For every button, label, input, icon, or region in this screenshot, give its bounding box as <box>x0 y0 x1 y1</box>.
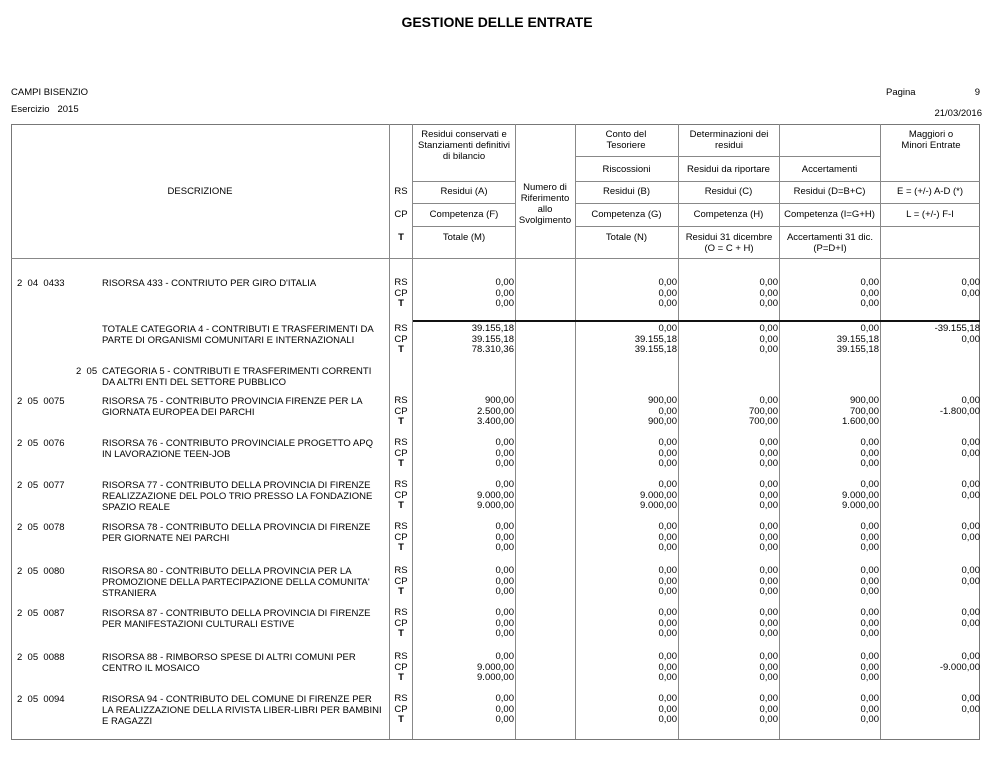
row-type-cp: CP <box>394 703 408 715</box>
row-type-cp: CP <box>394 531 408 543</box>
row-code: 2 04 0433 <box>17 278 65 289</box>
cell-e-cp: 0,00 <box>961 703 980 715</box>
cell-b-cp: 0,00 <box>658 287 677 299</box>
row-description: RISORSA 77 - CONTRIBUTO DELLA PROVINCIA DI FIRENZE REALIZZAZIONE DEL POLO TRIO PRESSO LA FONDAZIONE SPAZIO REALE <box>102 480 373 513</box>
cell-a-rs: 0,00 <box>495 565 514 576</box>
col-header-residui-31-dicembre: Residui 31 dicembre (O = C + H) <box>685 232 773 254</box>
cell-d-t: 0,00 <box>860 672 879 683</box>
cell-e-cp: -9.000,00 <box>939 661 980 673</box>
cell-a-rs: 0,00 <box>495 479 514 490</box>
cell-a-cp: 0,00 <box>495 703 514 715</box>
row-type-rs: RS <box>394 693 408 704</box>
row-description: RISORSA 433 - CONTRIUTO PER GIRO D'ITALIA <box>102 278 317 289</box>
cell-a-cp: 2.500,00 <box>477 405 514 417</box>
grid-line <box>575 226 980 227</box>
cell-b-t: 900,00 <box>647 416 677 427</box>
cell-c-t: 0,00 <box>759 714 778 725</box>
cell-b-rs: 900,00 <box>647 395 677 406</box>
cell-b-t: 0,00 <box>658 542 677 553</box>
cell-b-t: 0,00 <box>658 672 677 683</box>
cell-a-t: 0,00 <box>495 714 514 725</box>
row-type-rs: RS <box>394 651 408 662</box>
cell-a-t: 0,00 <box>495 298 514 309</box>
cell-c-t: 0,00 <box>759 628 778 639</box>
row-type-t: T <box>398 298 404 309</box>
cell-c-cp: 0,00 <box>759 617 778 629</box>
row-type-t: T <box>398 458 404 469</box>
esercizio-label: Esercizio <box>11 104 50 115</box>
row-type-cp: CP <box>394 661 408 673</box>
cell-d-rs: 0,00 <box>860 521 879 532</box>
col-header-residui-c: Residui (C) <box>704 186 753 197</box>
pagina-number: 9 <box>974 87 980 98</box>
cell-d-t: 0,00 <box>860 542 879 553</box>
cell-a-rs: 0,00 <box>495 521 514 532</box>
col-header-residui-b: Residui (B) <box>603 186 650 197</box>
cell-e-rs: 0,00 <box>961 521 980 532</box>
cell-d-rs: 900,00 <box>849 395 879 406</box>
cell-e-cp: -1.800,00 <box>939 405 980 417</box>
cell-d-cp: 39.155,18 <box>836 333 879 345</box>
cell-a-rs: 0,00 <box>495 651 514 662</box>
cell-e-cp: 0,00 <box>961 531 980 543</box>
row-type-rs: RS <box>394 607 408 618</box>
cell-a-t: 3.400,00 <box>477 416 514 427</box>
cell-d-cp: 0,00 <box>860 703 879 715</box>
col-header-totale-m: Totale (M) <box>442 232 486 243</box>
cell-e-cp: 0,00 <box>961 575 980 587</box>
cell-c-cp: 0,00 <box>759 703 778 715</box>
row-description: RISORSA 88 - RIMBORSO SPESE DI ALTRI COMUNI PER CENTRO IL MOSAICO <box>102 652 356 674</box>
row-code: 2 05 0088 <box>17 652 65 663</box>
row-label-cp: CP <box>394 209 408 220</box>
cell-c-rs: 0,00 <box>759 693 778 704</box>
cell-c-cp: 700,00 <box>748 405 778 417</box>
row-type-t: T <box>398 416 404 427</box>
cell-c-t: 0,00 <box>759 500 778 511</box>
cell-d-t: 1.600,00 <box>842 416 879 427</box>
cell-b-cp: 0,00 <box>658 405 677 417</box>
cell-a-rs: 0,00 <box>495 437 514 448</box>
col-header-residui-da-riportare: Residui da riportare <box>687 164 770 175</box>
row-description: TOTALE CATEGORIA 4 - CONTRIBUTI E TRASFERIMENTI DA PARTE DI ORGANISMI COMUNITARI E INTERNAZIONALI <box>102 324 374 346</box>
cell-b-t: 0,00 <box>658 714 677 725</box>
grid-line <box>11 258 980 259</box>
row-type-t: T <box>398 714 404 725</box>
cell-b-t: 0,00 <box>658 628 677 639</box>
cell-e-cp: 0,00 <box>961 489 980 501</box>
cell-b-rs: 0,00 <box>658 565 677 576</box>
cell-b-cp: 0,00 <box>658 703 677 715</box>
esercizio <box>11 104 79 115</box>
row-code: 2 05 0080 <box>17 566 65 577</box>
col-header-determinazioni-residui: Determinazioni dei residui <box>689 129 769 151</box>
cell-e-rs: 0,00 <box>961 607 980 618</box>
cell-e-rs: -39.155,18 <box>934 323 980 334</box>
cell-d-t: 0,00 <box>860 458 879 469</box>
ente-name: CAMPI BISENZIO <box>11 87 89 98</box>
row-code: 2 05 0076 <box>17 438 65 449</box>
col-header-riscossioni: Riscossioni <box>602 164 651 175</box>
cell-b-t: 0,00 <box>658 586 677 597</box>
cell-b-cp: 0,00 <box>658 447 677 459</box>
row-description: RISORSA 76 - CONTRIBUTO PROVINCIALE PROGETTO APQ IN LAVORAZIONE TEEN-JOB <box>102 438 373 460</box>
row-type-rs: RS <box>394 521 408 532</box>
col-header-l: L = (+/-) F-I <box>906 209 954 220</box>
grid-line <box>413 203 515 204</box>
cell-c-rs: 0,00 <box>759 437 778 448</box>
col-header-accertamenti: Accertamenti <box>801 164 858 175</box>
cell-a-cp: 0,00 <box>495 287 514 299</box>
cell-a-rs: 900,00 <box>484 395 514 406</box>
cell-b-cp: 0,00 <box>658 661 677 673</box>
cell-d-cp: 0,00 <box>860 617 879 629</box>
cell-c-rs: 0,00 <box>759 479 778 490</box>
cell-d-rs: 0,00 <box>860 479 879 490</box>
cell-b-rs: 0,00 <box>658 323 677 334</box>
cell-c-t: 0,00 <box>759 344 778 355</box>
cell-e-rs: 0,00 <box>961 565 980 576</box>
cell-d-t: 0,00 <box>860 586 879 597</box>
cell-c-rs: 0,00 <box>759 607 778 618</box>
row-type-rs: RS <box>394 437 408 448</box>
col-header-numero-riferimento: Numero di Riferimento allo Svolgimento <box>518 182 572 226</box>
cell-a-cp: 0,00 <box>495 447 514 459</box>
row-type-cp: CP <box>394 405 408 417</box>
cell-b-t: 0,00 <box>658 298 677 309</box>
cell-b-cp: 0,00 <box>658 617 677 629</box>
categoria-code: 2 05 <box>76 366 98 377</box>
cell-e-cp: 0,00 <box>961 617 980 629</box>
col-header-competenza-i: Competenza (I=G+H) <box>784 209 875 220</box>
col-header-competenza-g: Competenza (G) <box>591 209 662 220</box>
row-type-rs: RS <box>394 395 408 406</box>
cell-b-cp: 39.155,18 <box>634 333 677 345</box>
cell-d-t: 0,00 <box>860 298 879 309</box>
row-label-rs: RS <box>394 186 408 197</box>
cell-a-rs: 39.155,18 <box>471 323 514 334</box>
cell-c-t: 0,00 <box>759 586 778 597</box>
row-type-cp: CP <box>394 489 408 501</box>
cell-a-cp: 0,00 <box>495 617 514 629</box>
row-type-t: T <box>398 586 404 597</box>
row-type-t: T <box>398 500 404 511</box>
row-type-rs: RS <box>394 565 408 576</box>
cell-c-cp: 0,00 <box>759 661 778 673</box>
row-code: 2 05 0075 <box>17 396 65 407</box>
row-type-t: T <box>398 628 404 639</box>
cell-c-t: 0,00 <box>759 542 778 553</box>
row-description: RISORSA 80 - CONTRIBUTO DELLA PROVINCIA PER LA PROMOZIONE DELLA PARTECIPAZIONE DELLA COMUNITA' STRANIERA <box>102 566 370 599</box>
cell-d-cp: 700,00 <box>849 405 879 417</box>
cell-c-cp: 0,00 <box>759 333 778 345</box>
col-header-accertamenti-31-dic: Accertamenti 31 dic. (P=D+I) <box>786 232 874 254</box>
cell-a-t: 9.000,00 <box>477 672 514 683</box>
cell-b-cp: 0,00 <box>658 575 677 587</box>
cell-b-rs: 0,00 <box>658 277 677 288</box>
row-type-cp: CP <box>394 287 408 299</box>
cell-b-rs: 0,00 <box>658 479 677 490</box>
cell-e-cp: 0,00 <box>961 333 980 345</box>
cell-e-cp: 0,00 <box>961 287 980 299</box>
cell-a-cp: 0,00 <box>495 531 514 543</box>
cell-c-cp: 0,00 <box>759 489 778 501</box>
cell-b-t: 0,00 <box>658 458 677 469</box>
grid-line <box>413 181 515 182</box>
col-header-residui-conservati: Residui conservati e Stanziamenti definitivi di bilancio <box>418 129 510 162</box>
grid-line <box>413 226 515 227</box>
cell-d-t: 0,00 <box>860 628 879 639</box>
cell-d-rs: 0,00 <box>860 607 879 618</box>
cell-c-cp: 0,00 <box>759 531 778 543</box>
cell-e-rs: 0,00 <box>961 693 980 704</box>
row-description: RISORSA 75 - CONTRIBUTO PROVINCIA FIRENZE PER LA GIORNATA EUROPEA DEI PARCHI <box>102 396 363 418</box>
cell-e-rs: 0,00 <box>961 437 980 448</box>
cell-d-rs: 0,00 <box>860 651 879 662</box>
cell-c-t: 0,00 <box>759 298 778 309</box>
row-type-rs: RS <box>394 479 408 490</box>
grid-line <box>880 181 980 182</box>
cell-d-rs: 0,00 <box>860 277 879 288</box>
pagina-label: Pagina <box>886 87 916 98</box>
cell-a-cp: 0,00 <box>495 575 514 587</box>
cell-c-cp: 0,00 <box>759 287 778 299</box>
cell-b-rs: 0,00 <box>658 437 677 448</box>
row-description: RISORSA 78 - CONTRIBUTO DELLA PROVINCIA DI FIRENZE PER GIORNATE NEI PARCHI <box>102 522 371 544</box>
cell-a-t: 9.000,00 <box>477 500 514 511</box>
cell-d-cp: 0,00 <box>860 661 879 673</box>
cell-a-rs: 0,00 <box>495 277 514 288</box>
grid-line <box>575 181 880 182</box>
row-type-t: T <box>398 672 404 683</box>
cell-e-rs: 0,00 <box>961 395 980 406</box>
cell-d-rs: 0,00 <box>860 323 879 334</box>
cell-c-rs: 0,00 <box>759 277 778 288</box>
cell-b-t: 39.155,18 <box>634 344 677 355</box>
cell-d-t: 0,00 <box>860 714 879 725</box>
row-code: 2 05 0077 <box>17 480 65 491</box>
cell-a-t: 0,00 <box>495 542 514 553</box>
categoria-description: CATEGORIA 5 - CONTRIBUTI E TRASFERIMENTI CORRENTI DA ALTRI ENTI DEL SETTORE PUBBLICO <box>102 366 372 388</box>
cell-b-rs: 0,00 <box>658 607 677 618</box>
cell-e-rs: 0,00 <box>961 277 980 288</box>
grid-line <box>575 203 980 204</box>
cell-c-rs: 0,00 <box>759 521 778 532</box>
cell-d-rs: 0,00 <box>860 565 879 576</box>
cell-d-cp: 0,00 <box>860 575 879 587</box>
report-title: GESTIONE DELLE ENTRATE <box>401 14 593 30</box>
cell-e-cp: 0,00 <box>961 447 980 459</box>
row-type-cp: CP <box>394 333 408 345</box>
cell-a-cp: 9.000,00 <box>477 661 514 673</box>
cell-b-cp: 0,00 <box>658 531 677 543</box>
row-type-cp: CP <box>394 617 408 629</box>
row-label-t: T <box>398 232 404 243</box>
cell-c-rs: 0,00 <box>759 565 778 576</box>
cell-e-rs: 0,00 <box>961 651 980 662</box>
cell-c-t: 700,00 <box>748 416 778 427</box>
cell-c-rs: 0,00 <box>759 323 778 334</box>
cell-b-rs: 0,00 <box>658 693 677 704</box>
cell-d-t: 9.000,00 <box>842 500 879 511</box>
row-type-cp: CP <box>394 575 408 587</box>
cell-b-cp: 9.000,00 <box>640 489 677 501</box>
cell-c-t: 0,00 <box>759 458 778 469</box>
col-header-descrizione: DESCRIZIONE <box>167 186 233 197</box>
cell-c-cp: 0,00 <box>759 447 778 459</box>
grid-line <box>575 156 880 157</box>
col-header-maggiori-minori-entrate: Maggiori o Minori Entrate <box>901 129 961 151</box>
cell-b-rs: 0,00 <box>658 651 677 662</box>
cell-d-t: 39.155,18 <box>836 344 879 355</box>
cell-c-rs: 0,00 <box>759 395 778 406</box>
cell-a-t: 0,00 <box>495 628 514 639</box>
row-type-t: T <box>398 542 404 553</box>
cell-a-t: 0,00 <box>495 458 514 469</box>
row-description: RISORSA 87 - CONTRIBUTO DELLA PROVINCIA DI FIRENZE PER MANIFESTAZIONI CULTURALI ESTIVE <box>102 608 371 630</box>
row-type-rs: RS <box>394 323 408 334</box>
cell-a-rs: 0,00 <box>495 693 514 704</box>
col-header-competenza-h: Competenza (H) <box>693 209 764 220</box>
cell-d-cp: 9.000,00 <box>842 489 879 501</box>
col-header-totale-n: Totale (N) <box>605 232 648 243</box>
row-code: 2 05 0087 <box>17 608 65 619</box>
col-header-residui-a: Residui (A) <box>440 186 488 197</box>
cell-e-rs: 0,00 <box>961 479 980 490</box>
cell-a-cp: 9.000,00 <box>477 489 514 501</box>
cell-d-cp: 0,00 <box>860 531 879 543</box>
col-header-residui-d: Residui (D=B+C) <box>793 186 866 197</box>
cell-d-rs: 0,00 <box>860 693 879 704</box>
cell-d-cp: 0,00 <box>860 287 879 299</box>
col-header-e: E = (+/-) A-D (*) <box>897 186 963 197</box>
col-header-conto-tesoriere: Conto del Tesoriere <box>605 129 647 151</box>
col-header-competenza-f: Competenza (F) <box>429 209 499 220</box>
cell-a-t: 78.310,36 <box>471 344 514 355</box>
row-type-rs: RS <box>394 277 408 288</box>
cell-d-cp: 0,00 <box>860 447 879 459</box>
cell-a-rs: 0,00 <box>495 607 514 618</box>
row-type-t: T <box>398 344 404 355</box>
print-date: 21/03/2016 <box>934 108 982 119</box>
row-code: 2 05 0078 <box>17 522 65 533</box>
row-type-cp: CP <box>394 447 408 459</box>
esercizio-value: 2015 <box>57 104 79 115</box>
cell-a-t: 0,00 <box>495 586 514 597</box>
row-code: 2 05 0094 <box>17 694 65 705</box>
cell-d-rs: 0,00 <box>860 437 879 448</box>
cell-b-rs: 0,00 <box>658 521 677 532</box>
total-separator <box>413 320 980 322</box>
cell-c-t: 0,00 <box>759 672 778 683</box>
cell-c-rs: 0,00 <box>759 651 778 662</box>
cell-a-cp: 39.155,18 <box>471 333 514 345</box>
cell-c-cp: 0,00 <box>759 575 778 587</box>
row-description: RISORSA 94 - CONTRIBUTO DEL COMUNE DI FIRENZE PER LA REALIZZAZIONE DELLA RIVISTA LIBER-LIBRI PER BAMBINI E RAGAZZI <box>102 694 382 727</box>
cell-b-t: 9.000,00 <box>640 500 677 511</box>
